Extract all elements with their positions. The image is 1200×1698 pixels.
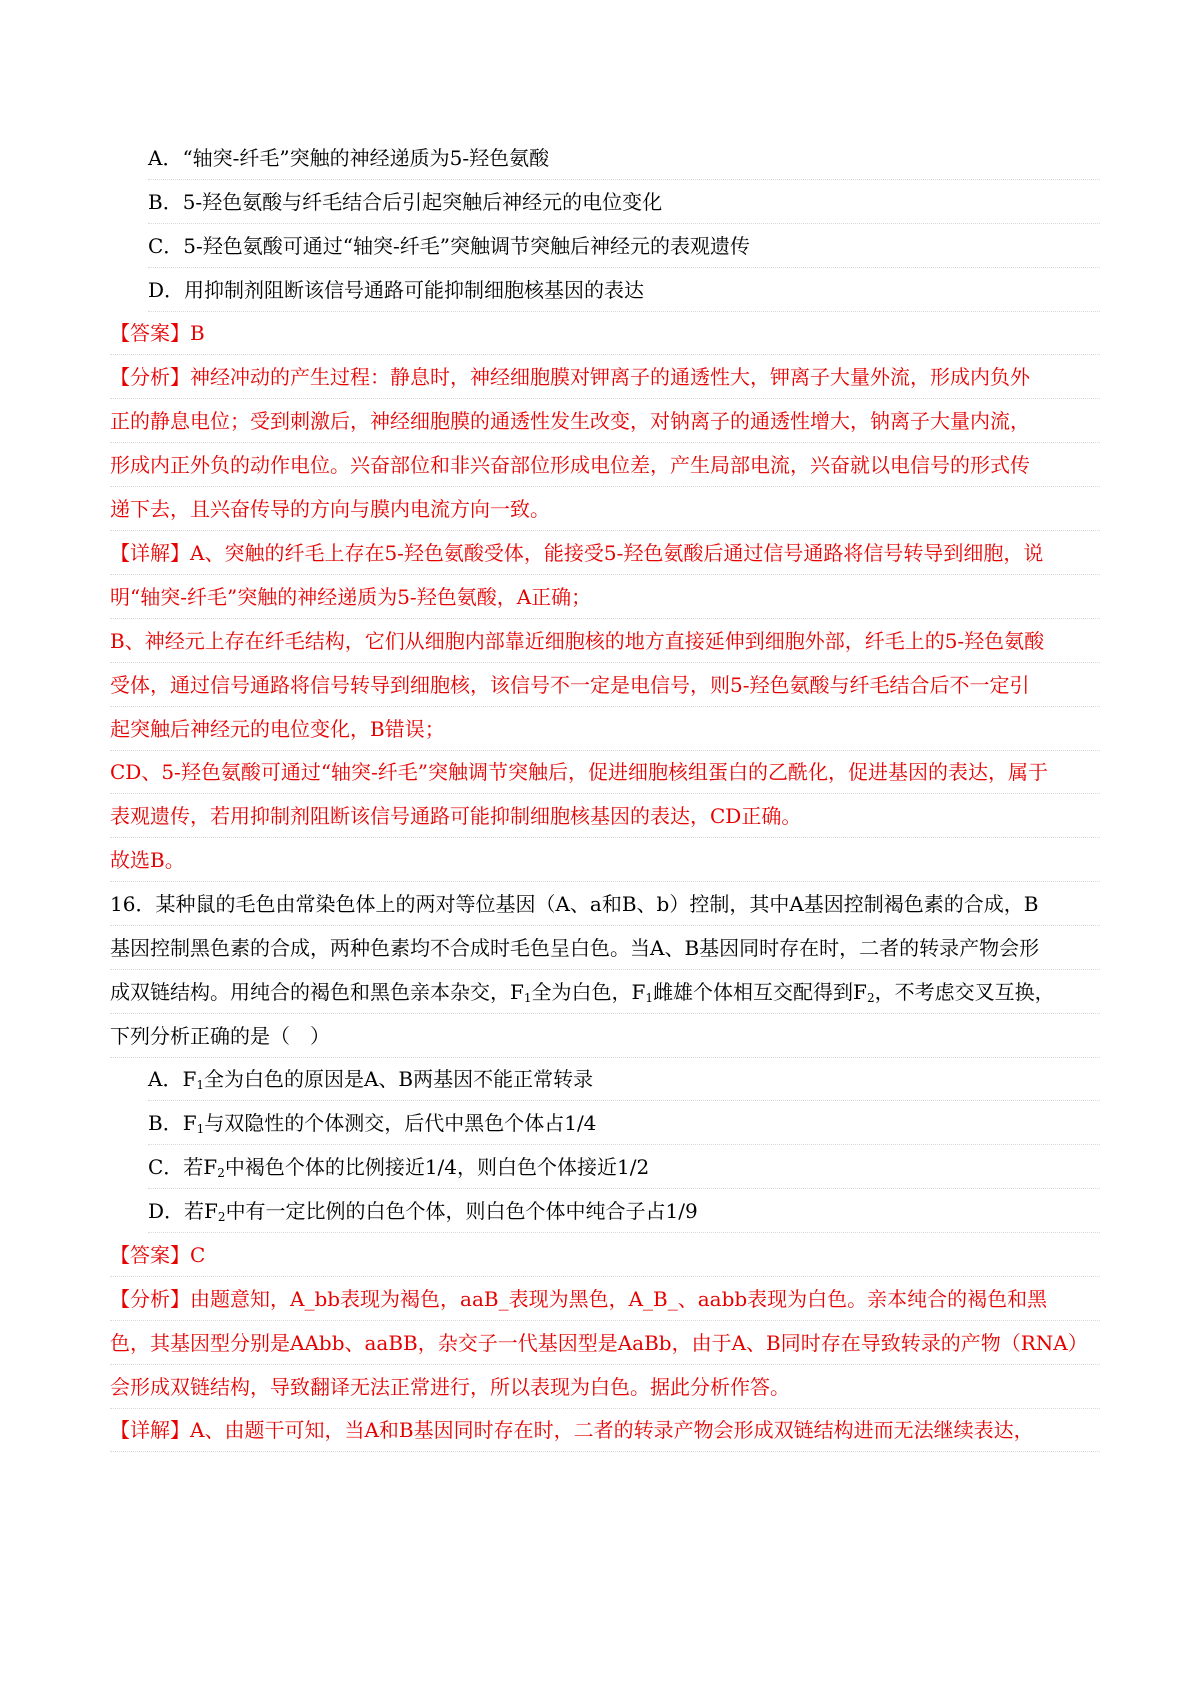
q16-stem-line: 下列分析正确的是（ ） bbox=[110, 1014, 1100, 1058]
q15-analysis-line: 【分析】神经冲动的产生过程：静息时，神经细胞膜对钾离子的通透性大，钾离子大量外流，形成内负外 bbox=[110, 355, 1100, 399]
q15-option-c: C．5-羟色氨酸可通过“轴突-纤毛”突触调节突触后神经元的表观遗传 bbox=[148, 224, 1100, 268]
q15-detail-line: B、神经元上存在纤毛结构，它们从细胞内部靠近细胞核的地方直接延伸到细胞外部，纤毛上的5-羟色氨酸 bbox=[110, 619, 1100, 663]
q16-answer: 【答案】C bbox=[110, 1233, 1100, 1277]
q16-option-d: D．若$F_2$中有一定比例的白色个体，则白色个体中纯合子占1/9 bbox=[148, 1189, 1100, 1233]
q16-option-a: A．$F_1$全为白色的原因是A、B两基因不能正常转录 bbox=[148, 1057, 1100, 1101]
q15-option-a: A．“轴突-纤毛”突触的神经递质为5-羟色氨酸 bbox=[148, 136, 1100, 180]
q16-analysis-line: 【分析】由题意知，A_bb表现为褐色，aaB_表现为黑色，A_B_、aabb表现为白色。亲本纯合的褐色和黑 bbox=[110, 1277, 1100, 1321]
q15-analysis-line: 正的静息电位；受到刺激后，神经细胞膜的通透性发生改变，对钠离子的通透性增大，钠离子大量内流， bbox=[110, 399, 1100, 443]
q15-answer: 【答案】B bbox=[110, 311, 1100, 355]
q15-option-d: D．用抑制剂阻断该信号通路可能抑制细胞核基因的表达 bbox=[148, 268, 1100, 312]
q15-option-b: B．5-羟色氨酸与纤毛结合后引起突触后神经元的电位变化 bbox=[148, 180, 1100, 224]
q16-analysis-line: 色，其基因型分别是AAbb、aaBB，杂交子一代基因型是AaBb，由于A、B同时存在导致转录的产物（RNA） bbox=[110, 1321, 1100, 1365]
q16-analysis-line: 会形成双链结构，导致翻译无法正常进行，所以表现为白色。据此分析作答。 bbox=[110, 1365, 1100, 1409]
q16-stem-line: 基因控制黑色素的合成，两种色素均不合成时毛色呈白色。当A、B基因同时存在时，二者的转录产物会形 bbox=[110, 926, 1100, 970]
q16-option-b: B．$F_1$与双隐性的个体测交，后代中黑色个体占1/4 bbox=[148, 1101, 1100, 1145]
q15-analysis-line: 形成内正外负的动作电位。兴奋部位和非兴奋部位形成电位差，产生局部电流，兴奋就以电信号的形式传 bbox=[110, 443, 1100, 487]
q16-stem-line: 成双链结构。用纯合的褐色和黑色亲本杂交，$F_1$全为白色，$F_1$雌雄个体相互交配得到$F_2$，不考虑交叉互换， bbox=[110, 970, 1100, 1014]
q16-detail-line: 【详解】A、由题干可知，当A和B基因同时存在时，二者的转录产物会形成双链结构进而无法继续表达， bbox=[110, 1408, 1100, 1452]
q15-detail-line: 【详解】A、突触的纤毛上存在5-羟色氨酸受体，能接受5-羟色氨酸后通过信号通路将信号转导到细胞，说 bbox=[110, 531, 1100, 575]
q15-detail-line: 明“轴突-纤毛”突触的神经递质为5-羟色氨酸，A正确； bbox=[110, 575, 1100, 619]
q16-stem-line: 16．某种鼠的毛色由常染色体上的两对等位基因（A、a和B、b）控制，其中A基因控制褐色素的合成，B bbox=[110, 882, 1100, 926]
q16-option-c: C．若$F_2$中褐色个体的比例接近1/4，则白色个体接近1/2 bbox=[148, 1145, 1100, 1189]
q15-conclusion: 故选B。 bbox=[110, 838, 1100, 882]
q15-detail-line: 表观遗传，若用抑制剂阻断该信号通路可能抑制细胞核基因的表达，CD正确。 bbox=[110, 794, 1100, 838]
q15-detail-line: 受体，通过信号通路将信号转导到细胞核，该信号不一定是电信号，则5-羟色氨酸与纤毛结合后不一定引 bbox=[110, 663, 1100, 707]
q15-detail-line: CD、5-羟色氨酸可通过“轴突-纤毛”突触调节突触后，促进细胞核组蛋白的乙酰化，促进基因的表达，属于 bbox=[110, 750, 1100, 794]
q15-detail-line: 起突触后神经元的电位变化，B错误； bbox=[110, 707, 1100, 751]
q15-analysis-line: 递下去，且兴奋传导的方向与膜内电流方向一致。 bbox=[110, 487, 1100, 531]
